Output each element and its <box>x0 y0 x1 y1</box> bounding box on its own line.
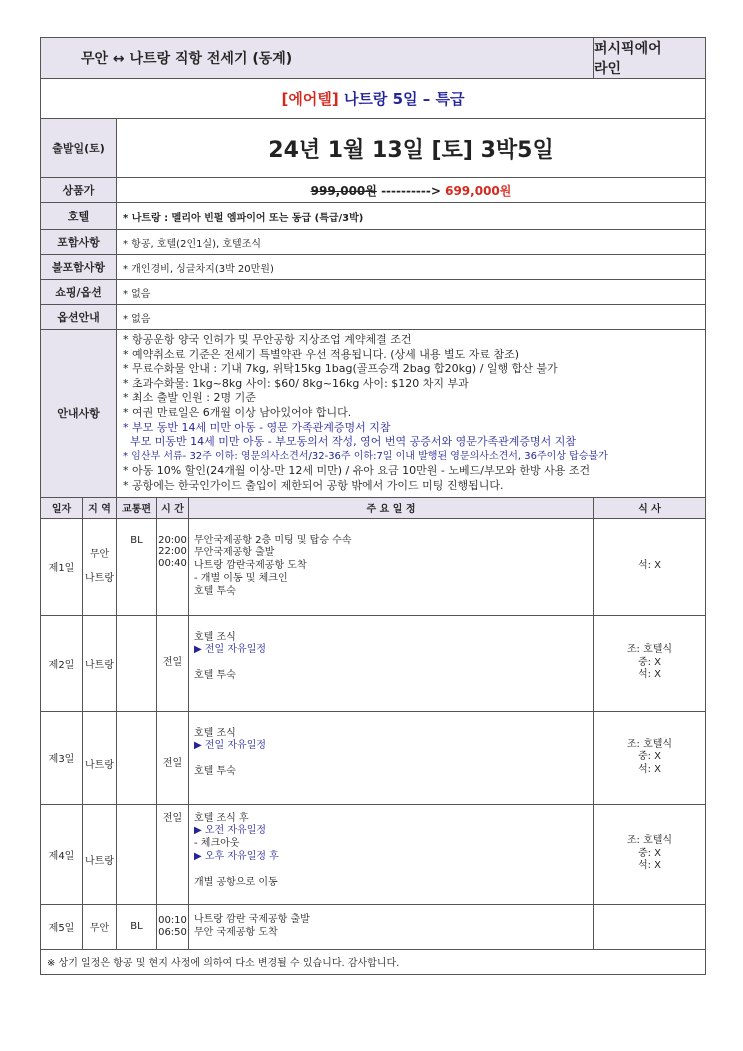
subtitle-main: 나트랑 5일 – 특급 <box>343 90 465 108</box>
schedule-item <box>194 657 588 670</box>
day-schedule <box>189 615 594 711</box>
included-row <box>41 230 706 255</box>
day-region: 나트랑 <box>83 711 117 804</box>
region-name: 나트랑 <box>85 572 114 584</box>
schedule-row-day5 <box>41 904 706 949</box>
time-value: 06:50 <box>158 926 187 938</box>
schedule-item: 무안국제공항 출발 <box>194 547 275 559</box>
product-subtitle <box>41 79 706 119</box>
col-header-time: 시 간 <box>157 497 189 518</box>
day-transport: BL <box>117 518 157 615</box>
meal-item: 석: X <box>637 860 662 872</box>
price-label: 상품가 <box>41 178 117 203</box>
schedule-header-row <box>41 497 706 518</box>
schedule-row-day4 <box>41 804 706 904</box>
notice-line: 부모 미동반 14세 미만 아동 - 부모동의서 작성, 영어 번역 공증서와 영문가족관계증명서 지참 <box>123 435 576 449</box>
shopping-label: 쇼핑/옵션 <box>41 280 117 305</box>
schedule-item: 호텔 조식 <box>194 727 236 739</box>
day-schedule <box>189 711 594 804</box>
day-times <box>157 518 189 615</box>
notice-row <box>41 330 706 498</box>
notice-line: * 최소 출발 인원 : 2명 기준 <box>123 391 256 405</box>
new-price: 699,000원 <box>445 183 512 198</box>
day-meals <box>594 804 706 904</box>
schedule-item: ▶ 전일 자유일정 <box>194 740 267 752</box>
col-header-meal: 식 사 <box>594 497 706 518</box>
notice-line: * 여권 만료일은 6개월 이상 남아있어야 합니다. <box>123 405 352 419</box>
hotel-value: * 나트랑 : 멜리아 빈펄 엠파이어 또는 동급 (특급/3박) <box>117 203 706 230</box>
day-label: 제5일 <box>41 904 83 949</box>
meal-item: 조: 호텔식 <box>626 738 673 750</box>
notice-line: * 아동 10% 할인(24개월 이상-만 12세 미만) / 유아 요금 10만원 - 노베드/부모와 한방 사용 조건 <box>123 464 591 478</box>
day-meals <box>594 518 706 615</box>
day-region: 무안 <box>83 904 117 949</box>
hotel-row <box>41 203 706 230</box>
schedule-item: 호텔 투숙 <box>194 669 236 681</box>
time-value: 00:10 <box>158 915 187 927</box>
schedule-row-day1 <box>41 518 706 615</box>
hotel-label: 호텔 <box>41 203 117 230</box>
day-region: 나트랑 <box>83 615 117 711</box>
schedule-item: 개별 공항으로 이동 <box>194 876 278 888</box>
airline-name: 퍼시픽에어라인 <box>594 38 706 79</box>
meal-item: 석: X <box>637 560 662 572</box>
day-times: 전일 <box>157 804 189 904</box>
day-times <box>157 904 189 949</box>
day-label: 제3일 <box>41 711 83 804</box>
notice-line: * 예약취소료 기준은 전세기 특별약관 우선 적용됩니다. (상세 내용 별도 자료 참조) <box>123 347 520 361</box>
time-value: 00:40 <box>158 557 187 569</box>
schedule-item: 무안국제공항 2층 미팅 및 탑승 수속 <box>194 534 352 546</box>
schedule-item: 나트랑 깜란 국제공항 출발 <box>194 913 310 925</box>
schedule-item: 호텔 조식 후 <box>194 812 249 824</box>
schedule-item: ▶ 전일 자유일정 <box>194 644 267 656</box>
notice-line: * 임산부 서류- 32주 이하: 영문의사소견서/32-36주 이하:7일 이내 발행된 영문의사소견서, 36주이상 탑승불가 <box>123 450 608 462</box>
meal-item: 조: 호텔식 <box>626 644 673 656</box>
options-value: * 없음 <box>117 305 706 330</box>
included-label: 포함사항 <box>41 230 117 255</box>
schedule-item: 호텔 조식 <box>194 631 236 643</box>
notice-line: * 무료수화물 안내 : 기내 7kg, 위탁15kg 1bag(골프승객 2bag 합20kg) / 일행 합산 불가 <box>123 362 558 376</box>
schedule-item: - 개별 이동 및 체크인 <box>194 572 288 584</box>
time-value: 22:00 <box>158 546 187 558</box>
day-region: 나트랑 <box>83 804 117 904</box>
day-transport: BL <box>117 904 157 949</box>
excluded-row <box>41 255 706 280</box>
meal-item: 중: X <box>637 847 662 859</box>
region-name: 무안 <box>89 548 110 560</box>
departure-row <box>41 119 706 178</box>
footer-note: ※ 상기 일정은 항공 및 현지 사정에 의하여 다소 변경될 수 있습니다. 감사합니다. <box>41 949 706 974</box>
schedule-item: - 체크아웃 <box>194 838 240 850</box>
meal-item: 조: 호텔식 <box>626 835 673 847</box>
schedule-item: 호텔 투숙 <box>194 765 236 777</box>
day-transport <box>117 711 157 804</box>
day-times: 전일 <box>157 615 189 711</box>
notice-line: * 공항에는 한국인가이드 출입이 제한되어 공항 밖에서 가이드 미팅 진행됩니다. <box>123 478 504 492</box>
shopping-value: * 없음 <box>117 280 706 305</box>
departure-label: 출발일(토) <box>41 119 117 178</box>
col-header-transport: 교통편 <box>117 497 157 518</box>
subtitle-row <box>41 79 706 119</box>
options-label: 옵션안내 <box>41 305 117 330</box>
day-meals <box>594 615 706 711</box>
notice-line: * 초과수화물: 1kg~8kg 사이: $60/ 8kg~16kg 사이: $120 차지 부과 <box>123 376 469 390</box>
price-row <box>41 178 706 203</box>
meal-item: 석: X <box>637 669 662 681</box>
options-row <box>41 305 706 330</box>
notice-line: * 부모 동반 14세 미만 아동 - 영문 가족관계증명서 지참 <box>123 420 391 434</box>
meal-item: 석: X <box>637 763 662 775</box>
schedule-row-day3 <box>41 711 706 804</box>
day-schedule <box>189 904 594 949</box>
day-times: 전일 <box>157 711 189 804</box>
meal-item: 중: X <box>637 751 662 763</box>
excluded-label: 불포함사항 <box>41 255 117 280</box>
schedule-item <box>194 864 588 877</box>
day-label: 제2일 <box>41 615 83 711</box>
price-arrow: ----------> <box>381 183 441 198</box>
footer-row <box>41 949 706 974</box>
time-value: 20:00 <box>158 534 187 546</box>
header-row <box>41 38 706 79</box>
day-label: 제4일 <box>41 804 83 904</box>
col-header-schedule: 주 요 일 정 <box>189 497 594 518</box>
schedule-item: 나트랑 깜란국제공항 도착 <box>194 560 307 572</box>
notice-list <box>117 330 706 498</box>
notice-line: * 항공운항 양국 인허가 및 무안공항 지상조업 계약체결 조건 <box>123 333 412 346</box>
schedule-item: ▶ 오전 자유일정 <box>194 825 267 837</box>
day-meals <box>594 904 706 949</box>
itinerary-table <box>40 37 706 975</box>
col-header-region: 지 역 <box>83 497 117 518</box>
schedule-item: 호텔 투숙 <box>194 585 236 597</box>
day-schedule <box>189 804 594 904</box>
subtitle-prefix: [에어텔] <box>281 90 339 108</box>
schedule-item: ▶ 오후 자유일정 후 <box>194 850 279 862</box>
shopping-row <box>41 280 706 305</box>
col-header-day: 일자 <box>41 497 83 518</box>
notice-label: 안내사항 <box>41 330 117 498</box>
day-schedule <box>189 518 594 615</box>
meal-item: 중: X <box>637 656 662 668</box>
day-region <box>83 518 117 615</box>
page-title: 무안 ↔ 나트랑 직항 전세기 (동계) <box>41 38 594 79</box>
departure-date: 24년 1월 13일 [토] 3박5일 <box>117 119 706 178</box>
day-transport <box>117 804 157 904</box>
price-value <box>117 178 706 203</box>
schedule-row-day2 <box>41 615 706 711</box>
old-price: 999,000원 <box>310 183 377 198</box>
included-value: * 항공, 호텔(2인1실), 호텔조식 <box>117 230 706 255</box>
day-meals <box>594 711 706 804</box>
day-transport <box>117 615 157 711</box>
excluded-value: * 개인경비, 싱글차지(3박 20만원) <box>117 255 706 280</box>
schedule-item <box>194 753 588 766</box>
itinerary-document <box>40 37 705 975</box>
schedule-item: 무안 국제공항 도착 <box>194 926 278 938</box>
day-label: 제1일 <box>41 518 83 615</box>
